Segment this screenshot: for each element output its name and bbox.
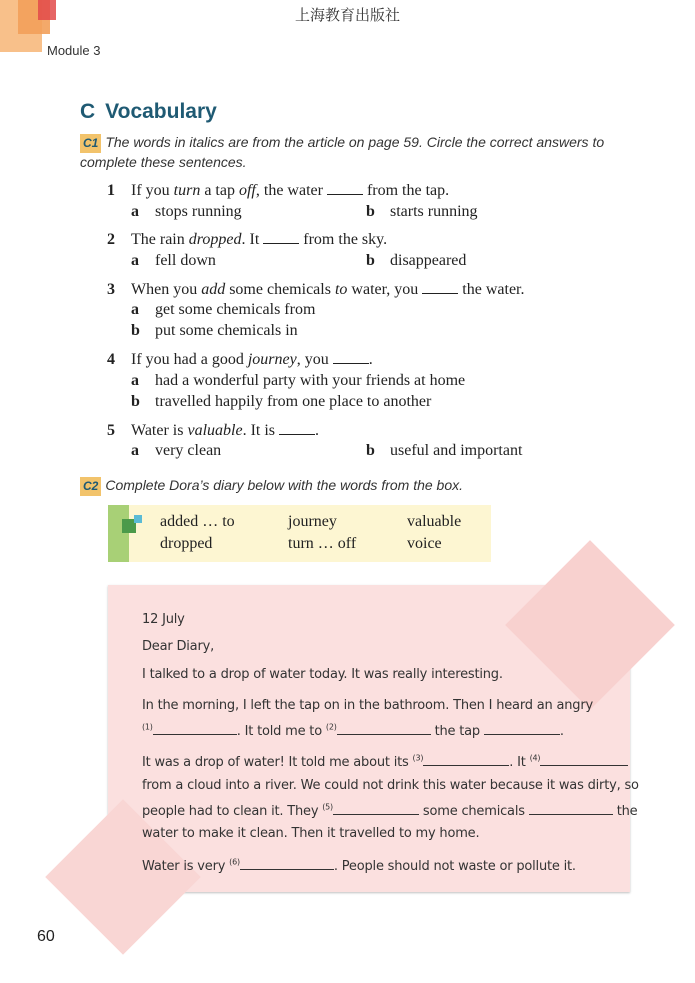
diary-blank-5[interactable]: [333, 802, 419, 815]
diary-blank-2[interactable]: [337, 722, 431, 735]
option-3b[interactable]: b put some chemicals in: [131, 322, 298, 339]
diary-line: Water is very $^{(6)}$ . People should not waste or pollute it.: [142, 857, 576, 874]
diary-line: from a cloud into a river. We could not drink this water because it was dirty, so: [142, 778, 639, 793]
word-journey: journey: [288, 513, 337, 530]
diary-line: people had to clean it. They $^{(5)}$ some chemicals the: [142, 802, 638, 819]
word-added-to: added … to: [160, 513, 235, 530]
option-1b[interactable]: b starts running: [366, 203, 478, 220]
c2-instruction: C2 Complete Dora’s diary below with the words from the box.: [80, 476, 463, 496]
section-letter: C: [80, 100, 96, 123]
word-valuable: valuable: [407, 513, 462, 530]
answer-blank[interactable]: [333, 349, 369, 364]
option-2a[interactable]: a fell down: [131, 252, 216, 269]
section-title: [80, 100, 217, 124]
option-5a[interactable]: a very clean: [131, 442, 222, 459]
diary-greeting: Dear Diary,: [142, 639, 215, 654]
diary-blank-2b[interactable]: [484, 722, 560, 735]
publisher-name: 上海教育出版社: [294, 6, 400, 24]
module-label: Module 3: [47, 43, 101, 58]
diary-fold-decoration: [45, 799, 201, 955]
diary-blank-3[interactable]: [423, 753, 509, 766]
option-5b[interactable]: b useful and important: [366, 442, 523, 459]
section-title-text: Vocabulary: [105, 100, 217, 123]
question-3: 3 When you add some chemicals to water, you the water.: [107, 281, 525, 298]
diary-blank-6[interactable]: [240, 857, 334, 870]
diary-card: [108, 585, 639, 892]
word-box-strip: [108, 505, 129, 562]
diary-line: In the morning, I left the tap on in the bathroom. Then I heard an angry: [142, 698, 593, 713]
option-1a[interactable]: a stops running: [131, 203, 242, 220]
diary-line: I talked to a drop of water today. It was really interesting.: [142, 667, 503, 682]
word-voice: voice: [407, 535, 442, 552]
word-turn-off: turn … off: [288, 535, 357, 552]
diary-fold-decoration: [505, 540, 675, 710]
c1-instruction: C1 The words in italics are from the article on page 59. Circle the correct answers to complete these sentences.: [80, 134, 605, 170]
word-box-small-square-icon: [134, 515, 142, 523]
page-number: 60: [37, 928, 55, 945]
c1-tag: C1: [80, 134, 101, 153]
question-5: 5 Water is valuable. It is .: [107, 422, 320, 439]
option-4a[interactable]: a had a wonderful party with your friends at home: [131, 372, 466, 389]
c2-tag: C2: [80, 477, 101, 496]
option-4b[interactable]: b travelled happily from one place to another: [131, 393, 432, 410]
question-1: 1 If you turn a tap off, the water from the tap.: [107, 182, 450, 199]
diary-line: water to make it clean. Then it travelled to my home.: [142, 826, 480, 841]
word-box: [108, 505, 491, 562]
question-2: 2 The rain dropped. It from the sky.: [107, 231, 388, 248]
option-3a[interactable]: a get some chemicals from: [131, 301, 316, 318]
diary-date: 12 July: [142, 612, 185, 627]
answer-blank[interactable]: [263, 229, 299, 244]
word-dropped: dropped: [160, 535, 213, 552]
option-2b[interactable]: b disappeared: [366, 252, 467, 269]
diary-blank-1[interactable]: [153, 722, 237, 735]
diary-blank-4[interactable]: [540, 753, 628, 766]
answer-blank[interactable]: [422, 279, 458, 294]
diary-line: $^{(1)}$ . It told me to $^{(2)}$ the tap .: [142, 722, 564, 739]
question-4: 4 If you had a good journey, you .: [107, 351, 373, 368]
answer-blank[interactable]: [279, 420, 315, 435]
diary-line: It was a drop of water! It told me about its $^{(3)}$ . It $^{(4)}$: [142, 753, 628, 770]
diary-blank-5b[interactable]: [529, 802, 613, 815]
answer-blank[interactable]: [327, 180, 363, 195]
